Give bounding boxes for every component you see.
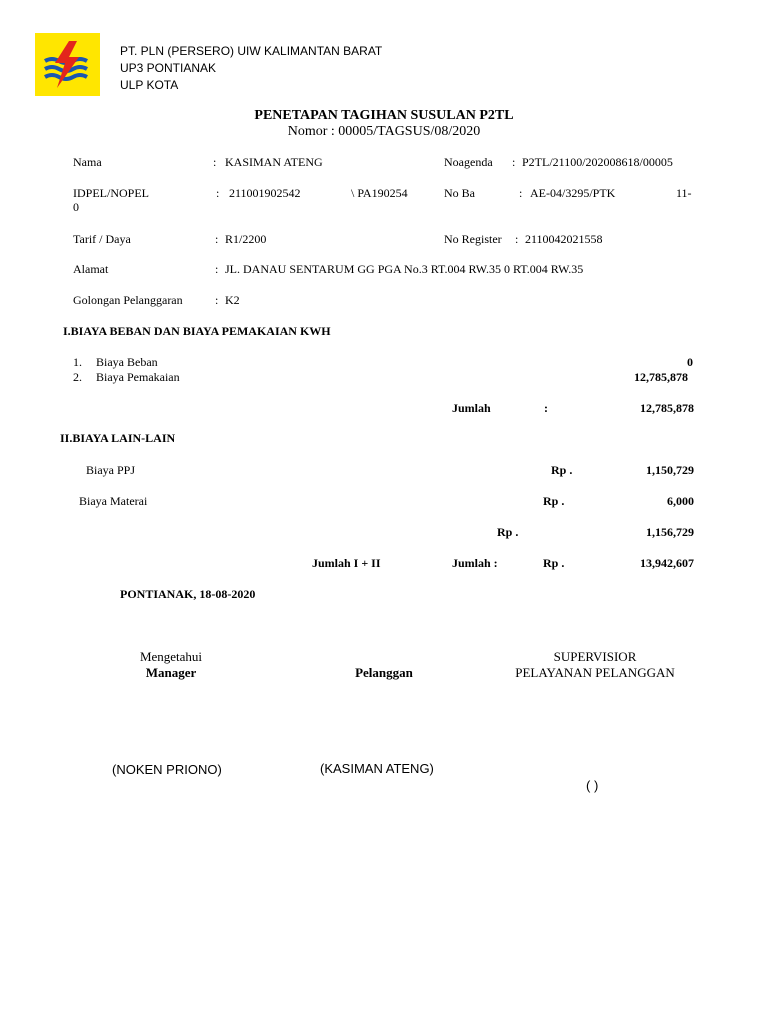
materai-label: Biaya Materai (79, 494, 148, 508)
nopel-value: \ PA190254 (351, 186, 408, 200)
jumlah1-colon: : (544, 401, 548, 415)
item-number: 2. (73, 370, 82, 384)
noagenda-label: Noagenda (444, 155, 493, 169)
ppj-label: Biaya PPJ (86, 463, 136, 477)
noregister-label: No Register (444, 232, 502, 246)
pln-logo (35, 33, 100, 96)
noagenda-colon: : (512, 155, 516, 169)
biaya-pemakaian-label: Biaya Pemakaian (96, 370, 180, 384)
nama-colon: : (213, 155, 217, 169)
noregister-colon: : (515, 232, 519, 246)
subtotal-rp: Rp . (497, 525, 519, 539)
noba-value: AE-04/3295/PTK (530, 186, 616, 200)
supervisior-title: SUPERVISIOR (553, 649, 637, 664)
biaya-beban-value: 0 (687, 355, 693, 369)
subtotal-value: 1,156,729 (646, 525, 694, 539)
place-date: PONTIANAK, 18-08-2020 (120, 587, 256, 601)
section1-title: I.BIAYA BEBAN DAN BIAYA PEMAKAIAN KWH (63, 324, 331, 338)
golongan-label: Golongan Pelanggaran (73, 293, 183, 307)
tarif-colon: : (215, 232, 219, 246)
total-value: 13,942,607 (640, 556, 694, 570)
section2-title: II.BIAYA LAIN-LAIN (60, 431, 176, 445)
manager-title: Manager (145, 665, 197, 680)
office-name: ULP KOTA (120, 78, 179, 92)
manager-name: (NOKEN PRIONO) (112, 762, 222, 777)
idpel-value: 211001902542 (229, 186, 301, 200)
noba-colon: : (519, 186, 523, 200)
nama-label: Nama (73, 155, 102, 169)
alamat-colon: : (215, 262, 219, 276)
total-rp: Rp . (543, 556, 565, 570)
noagenda-value: P2TL/21100/202008618/00005 (522, 155, 673, 169)
pelayanan-title: PELAYANAN PELANGGAN (515, 665, 675, 680)
item-number: 1. (73, 355, 82, 369)
idpel-suffix: 0 (73, 200, 79, 214)
pelanggan-title: Pelanggan (355, 665, 413, 680)
page-title: PENETAPAN TAGIHAN SUSULAN P2TL (254, 108, 514, 123)
mengetahui-label: Mengetahui (139, 649, 203, 664)
materai-rp: Rp . (543, 494, 565, 508)
tarif-label: Tarif / Daya (73, 232, 131, 246)
unit-name: UP3 PONTIANAK (120, 61, 217, 75)
pelanggan-name: (KASIMAN ATENG) (320, 761, 434, 776)
nama-value: KASIMAN ATENG (225, 155, 323, 169)
ppj-rp: Rp . (551, 463, 573, 477)
supervisor-name: ( ) (586, 778, 599, 793)
materai-value: 6,000 (667, 494, 694, 508)
company-name: PT. PLN (PERSERO) UIW KALIMANTAN BARAT (120, 44, 383, 58)
total-label: Jumlah I + II (312, 556, 381, 570)
ppj-value: 1,150,729 (646, 463, 694, 477)
idpel-colon: : (216, 186, 220, 200)
idpel-label: IDPEL/NOPEL (73, 186, 149, 200)
tarif-value: R1/2200 (225, 232, 267, 246)
golongan-colon: : (215, 293, 219, 307)
total-jumlah-label: Jumlah : (452, 556, 498, 570)
biaya-beban-label: Biaya Beban (96, 355, 158, 369)
pln-lightning-logo-icon (35, 33, 100, 96)
noba-label: No Ba (444, 186, 475, 200)
noba-tail: 11- (676, 186, 692, 200)
document-number: Nomor : 00005/TAGSUS/08/2020 (287, 124, 481, 139)
biaya-pemakaian-value: 12,785,878 (634, 370, 688, 384)
alamat-value: JL. DANAU SENTARUM GG PGA No.3 RT.004 RW.35 0 RT.004 RW.35 (225, 262, 584, 276)
alamat-label: Alamat (73, 262, 109, 276)
noregister-value: 2110042021558 (525, 232, 603, 246)
jumlah1-value: 12,785,878 (640, 401, 694, 415)
jumlah1-label: Jumlah (452, 401, 491, 415)
golongan-value: K2 (225, 293, 240, 307)
